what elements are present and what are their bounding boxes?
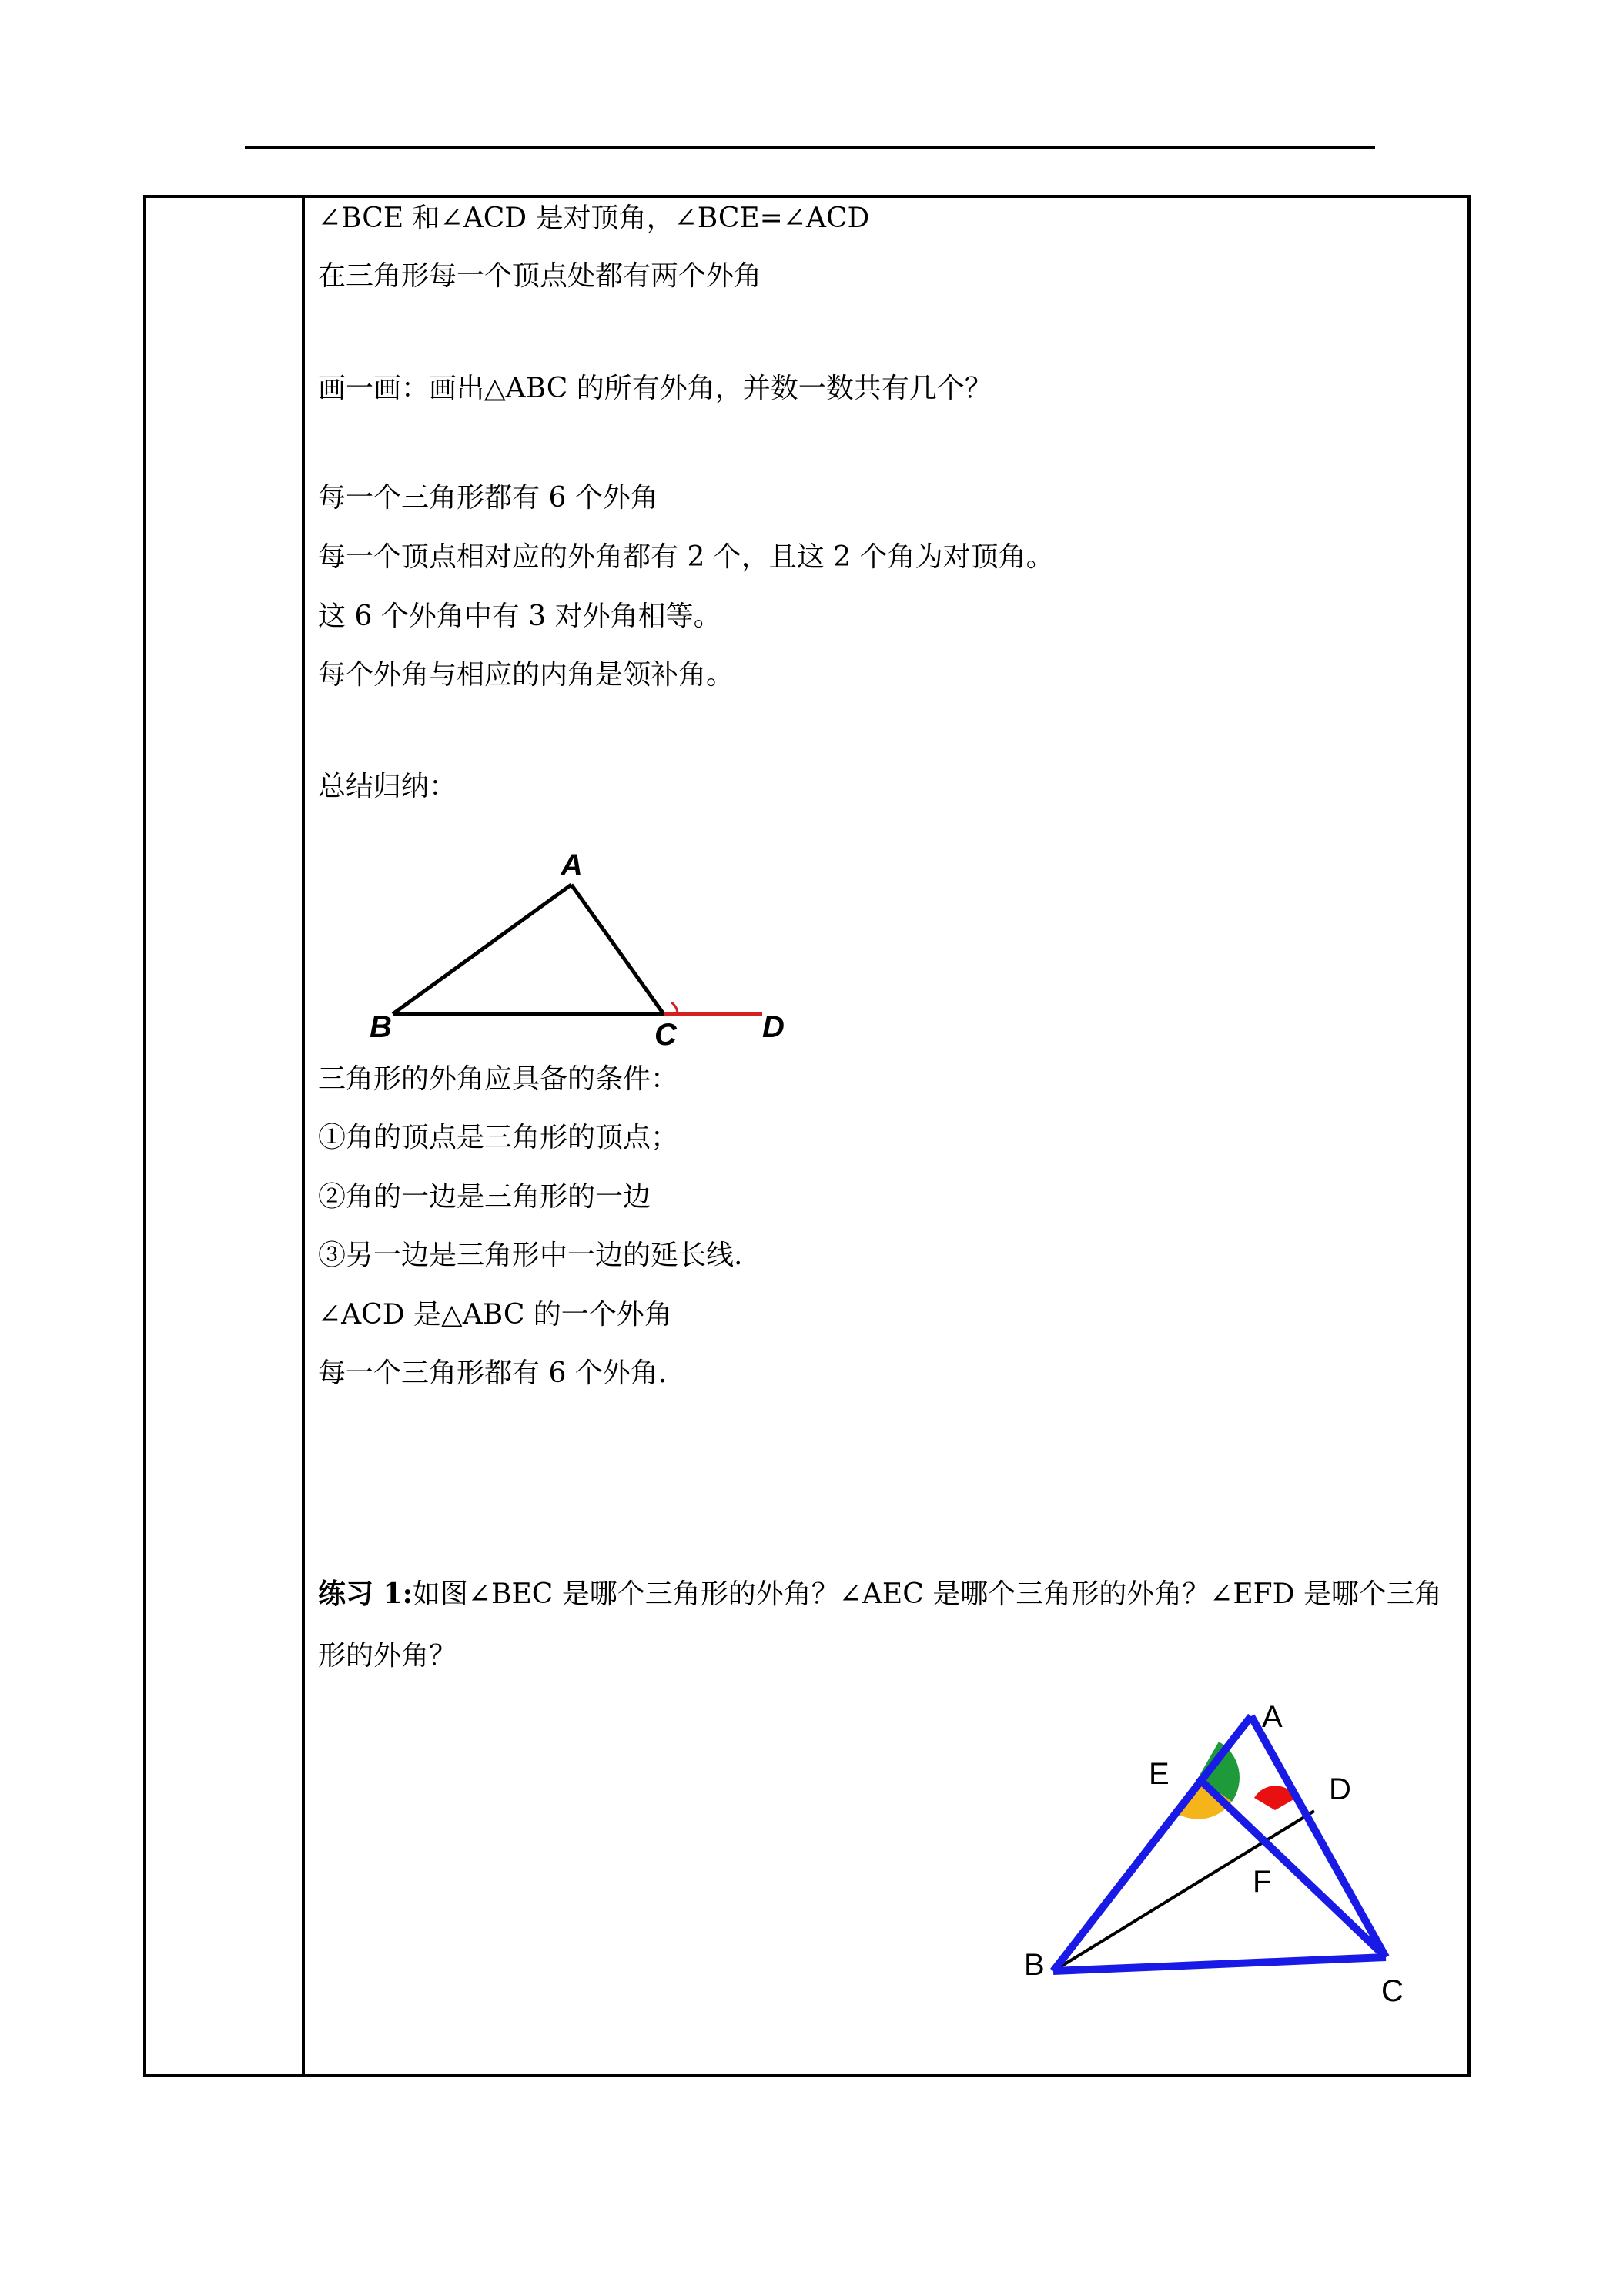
- segment-ac: [571, 885, 664, 1014]
- label-a: A: [561, 848, 583, 882]
- text-line-acd-exterior: ∠ACD 是△ABC 的一个外角: [318, 1299, 672, 1330]
- exercise-label: 练习 1:: [318, 1578, 413, 1610]
- text-line-vertex-pairs: 每一个顶点相对应的外角都有 2 个，且这 2 个角为对顶角。: [318, 541, 1054, 573]
- label-c: C: [1381, 1974, 1404, 2008]
- figure-exterior-angle-acd: [362, 843, 824, 1047]
- condition-1: ①角的顶点是三角形的顶点；: [318, 1122, 679, 1153]
- label-a: A: [1262, 1700, 1283, 1734]
- conditions-heading: 三角形的外角应具备的条件：: [318, 1063, 679, 1095]
- segment-ab: [393, 885, 571, 1014]
- exercise-question: 如图∠BEC 是哪个三角形的外角？∠AEC 是哪个三角形的外角？∠EFD 是哪个三角形的外角？: [318, 1578, 1442, 1672]
- label-b: B: [370, 1010, 392, 1044]
- summary-heading: 总结归纳：: [318, 771, 457, 802]
- header-rule: [245, 146, 1375, 149]
- label-c: C: [654, 1018, 677, 1047]
- figure-exercise-triangle: [970, 1690, 1463, 2013]
- text-line-supplementary: 每个外角与相应的内角是领补角。: [318, 659, 735, 691]
- condition-2: ②角的一边是三角形的一边: [318, 1181, 651, 1213]
- text-line-six-exterior: 每一个三角形都有 6 个外角.: [318, 1357, 668, 1389]
- label-b: B: [1024, 1948, 1045, 1982]
- text-line-vertical-angles: ∠BCE 和∠ACD 是对顶角，∠BCE=∠ACD: [318, 202, 870, 234]
- label-d: D: [762, 1010, 785, 1044]
- text-line-three-pairs-equal: 这 6 个外角中有 3 对外角相等。: [318, 601, 721, 632]
- exercise-1: [318, 1563, 1465, 1687]
- label-e: E: [1149, 1757, 1170, 1791]
- text-line-six-angles: 每一个三角形都有 6 个外角: [318, 482, 658, 514]
- condition-3: ③另一边是三角形中一边的延长线.: [318, 1240, 743, 1271]
- label-f: F: [1253, 1865, 1272, 1899]
- text-line-draw-prompt: 画一画：画出△ABC 的所有外角，并数一数共有几个？: [318, 373, 992, 404]
- text-line-two-exterior-angles: 在三角形每一个顶点处都有两个外角: [318, 260, 762, 292]
- column-divider: [302, 195, 305, 2077]
- label-d: D: [1329, 1772, 1351, 1806]
